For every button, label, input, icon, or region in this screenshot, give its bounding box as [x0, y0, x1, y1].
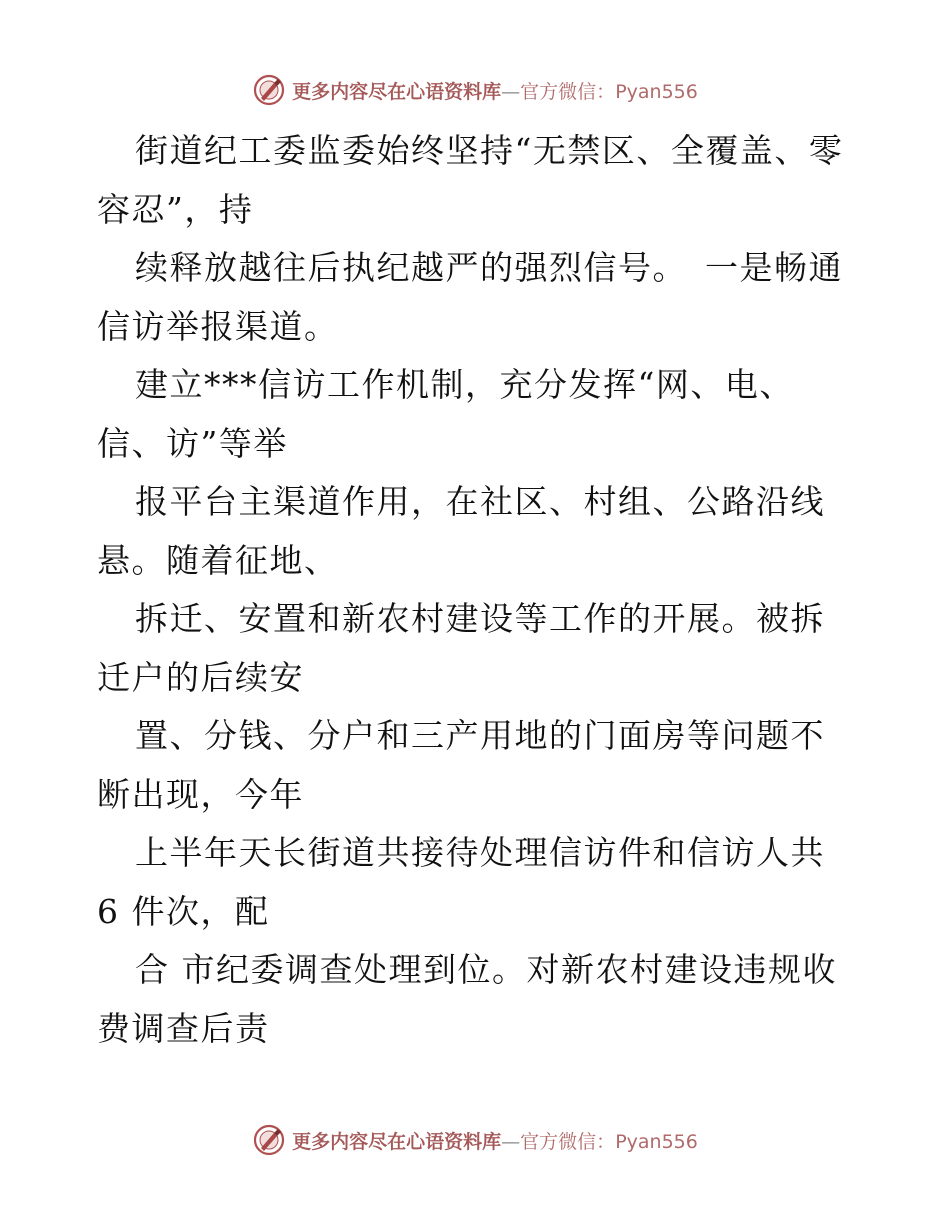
- watermark-account: Pyan556: [615, 1130, 698, 1153]
- paragraph: 置、分钱、分户和三产用地的门面房等问题不断出现，今年: [97, 716, 825, 814]
- watermark: [252, 73, 698, 107]
- paragraph: 建立***信访工作机制，充分发挥“网、电、信、访”等举: [97, 365, 794, 463]
- page-footer-watermark: [0, 1120, 950, 1160]
- paragraph: 合 市纪委调查处理到位。对新农村建设违规收费调查后责: [97, 950, 837, 1048]
- paragraph: 上半年天长街道共接待处理信访件和信访人共 6 件次，配: [97, 833, 825, 931]
- document-body: [97, 122, 857, 1058]
- watermark-account: Pyan556: [615, 80, 698, 103]
- watermark-text: [292, 1127, 698, 1154]
- watermark-brand: 更多内容尽在心语资料库: [292, 80, 502, 103]
- watermark-official: 官方微信：: [520, 1130, 616, 1153]
- watermark-official: 官方微信：: [520, 80, 616, 103]
- paragraph: 报平台主渠道作用，在社区、村组、公路沿线悬。随着征地、: [97, 482, 825, 580]
- paragraph: 拆迁、安置和新农村建设等工作的开展。被拆迁户的后续安: [97, 599, 825, 697]
- pen-circle-logo-icon: [252, 73, 286, 107]
- paragraph: 续释放越往后执纪越严的强烈信号。 一是畅通信访举报渠道。: [97, 248, 843, 346]
- paragraph: 街道纪工委监委始终坚持“无禁区、全覆盖、零容忍”，持: [97, 131, 844, 229]
- watermark-text: [292, 77, 698, 104]
- watermark-dash: —: [501, 1130, 521, 1153]
- watermark-brand: 更多内容尽在心语资料库: [292, 1130, 502, 1153]
- watermark-dash: —: [501, 80, 521, 103]
- page-header-watermark: [0, 70, 950, 110]
- watermark: [252, 1123, 698, 1157]
- pen-circle-logo-icon: [252, 1123, 286, 1157]
